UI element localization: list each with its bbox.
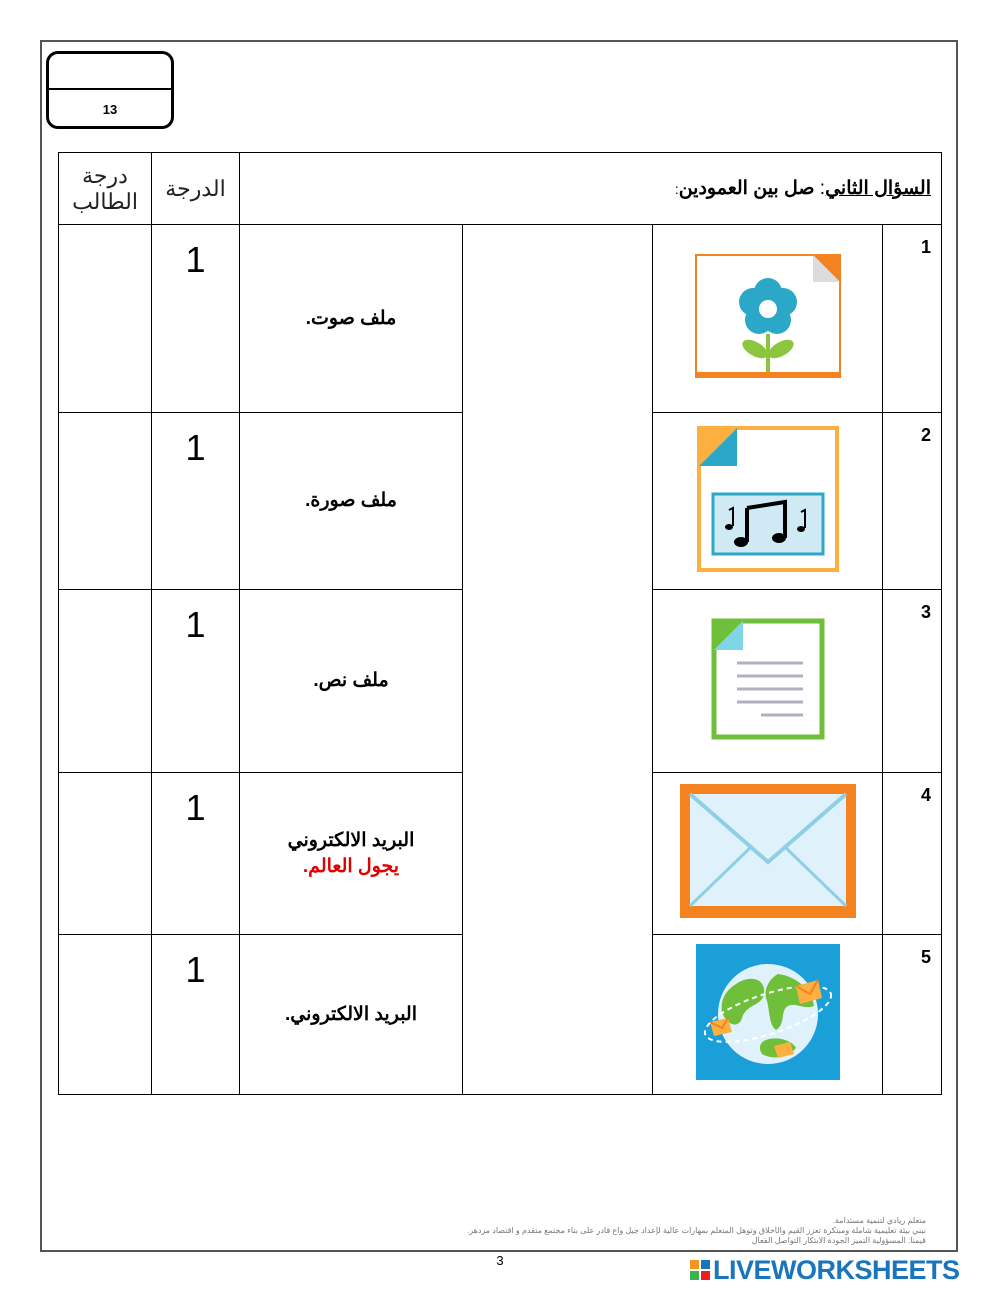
footer-line-values: قيمنا: المسؤولية التميز الجودة الابتكار التواصل الفعال (751, 1236, 926, 1245)
score-value: 13 (102, 102, 118, 117)
row-number: 1 (883, 225, 942, 413)
score-box-divider (49, 88, 171, 90)
liveworksheets-logo-icon (690, 1260, 710, 1280)
question-colon: : (674, 181, 679, 197)
answer-cell[interactable]: ملف صورة. (240, 413, 463, 590)
answer-cell[interactable]: البريد الالكتروني. (240, 935, 463, 1095)
image-file-icon (695, 254, 841, 378)
grade-header: الدرجة (152, 153, 240, 225)
image-cell (653, 225, 883, 413)
student-grade-cell[interactable] (59, 413, 152, 590)
student-grade-header: درجة الطالب (59, 153, 152, 225)
image-cell (653, 413, 883, 590)
question-separator: : (814, 178, 826, 199)
score-box (46, 51, 174, 129)
row-number: 4 (883, 773, 942, 935)
grade-cell: 1 (152, 590, 240, 773)
row-number: 5 (883, 935, 942, 1095)
row-number: 3 (883, 590, 942, 773)
answer-cell[interactable]: ملف صوت. (240, 225, 463, 413)
matching-column[interactable] (463, 225, 653, 1095)
grade-cell: 1 (152, 935, 240, 1095)
image-cell (653, 590, 883, 773)
footer-line-vision: متعلم ريادي لتنمية مستدامة. (832, 1216, 926, 1225)
grade-cell: 1 (152, 413, 240, 590)
image-cell (653, 935, 883, 1095)
table-row (59, 225, 942, 413)
answer-cell[interactable]: البريد الالكتروني يجول العالم. (240, 773, 463, 935)
answer-cell[interactable]: ملف نص. (240, 590, 463, 773)
image-cell (653, 773, 883, 935)
row-number: 2 (883, 413, 942, 590)
question-text: صل بين العمودين (678, 178, 815, 199)
matching-table (58, 152, 942, 1095)
liveworksheets-text: LIVEWORKSHEETS (713, 1254, 960, 1285)
text-file-icon (711, 618, 825, 740)
student-grade-cell[interactable] (59, 773, 152, 935)
globe-mail-icon (696, 944, 840, 1080)
liveworksheets-watermark (690, 1253, 990, 1287)
audio-file-icon (697, 426, 839, 572)
grade-cell: 1 (152, 225, 240, 413)
question-label: السؤال الثاني (825, 178, 931, 199)
answer-red-text: يجول العالم. (302, 855, 400, 877)
footer-line-mission: نبني بيئة تعليمية شاملة ومبتكرة تعزز القيم والأخلاق وتوهل المتعلم بمهارات عالية لإعداد جيل واع قادر على بناء مجتمع متقدم و اقتصاد مزدهر. (466, 1226, 926, 1235)
page-number: 3 (496, 1253, 504, 1268)
student-grade-cell[interactable] (59, 225, 152, 413)
student-grade-cell[interactable] (59, 590, 152, 773)
header-row (59, 153, 942, 225)
student-grade-cell[interactable] (59, 935, 152, 1095)
envelope-icon (680, 784, 856, 918)
question-title (240, 153, 942, 225)
footer (76, 1216, 926, 1246)
grade-cell: 1 (152, 773, 240, 935)
